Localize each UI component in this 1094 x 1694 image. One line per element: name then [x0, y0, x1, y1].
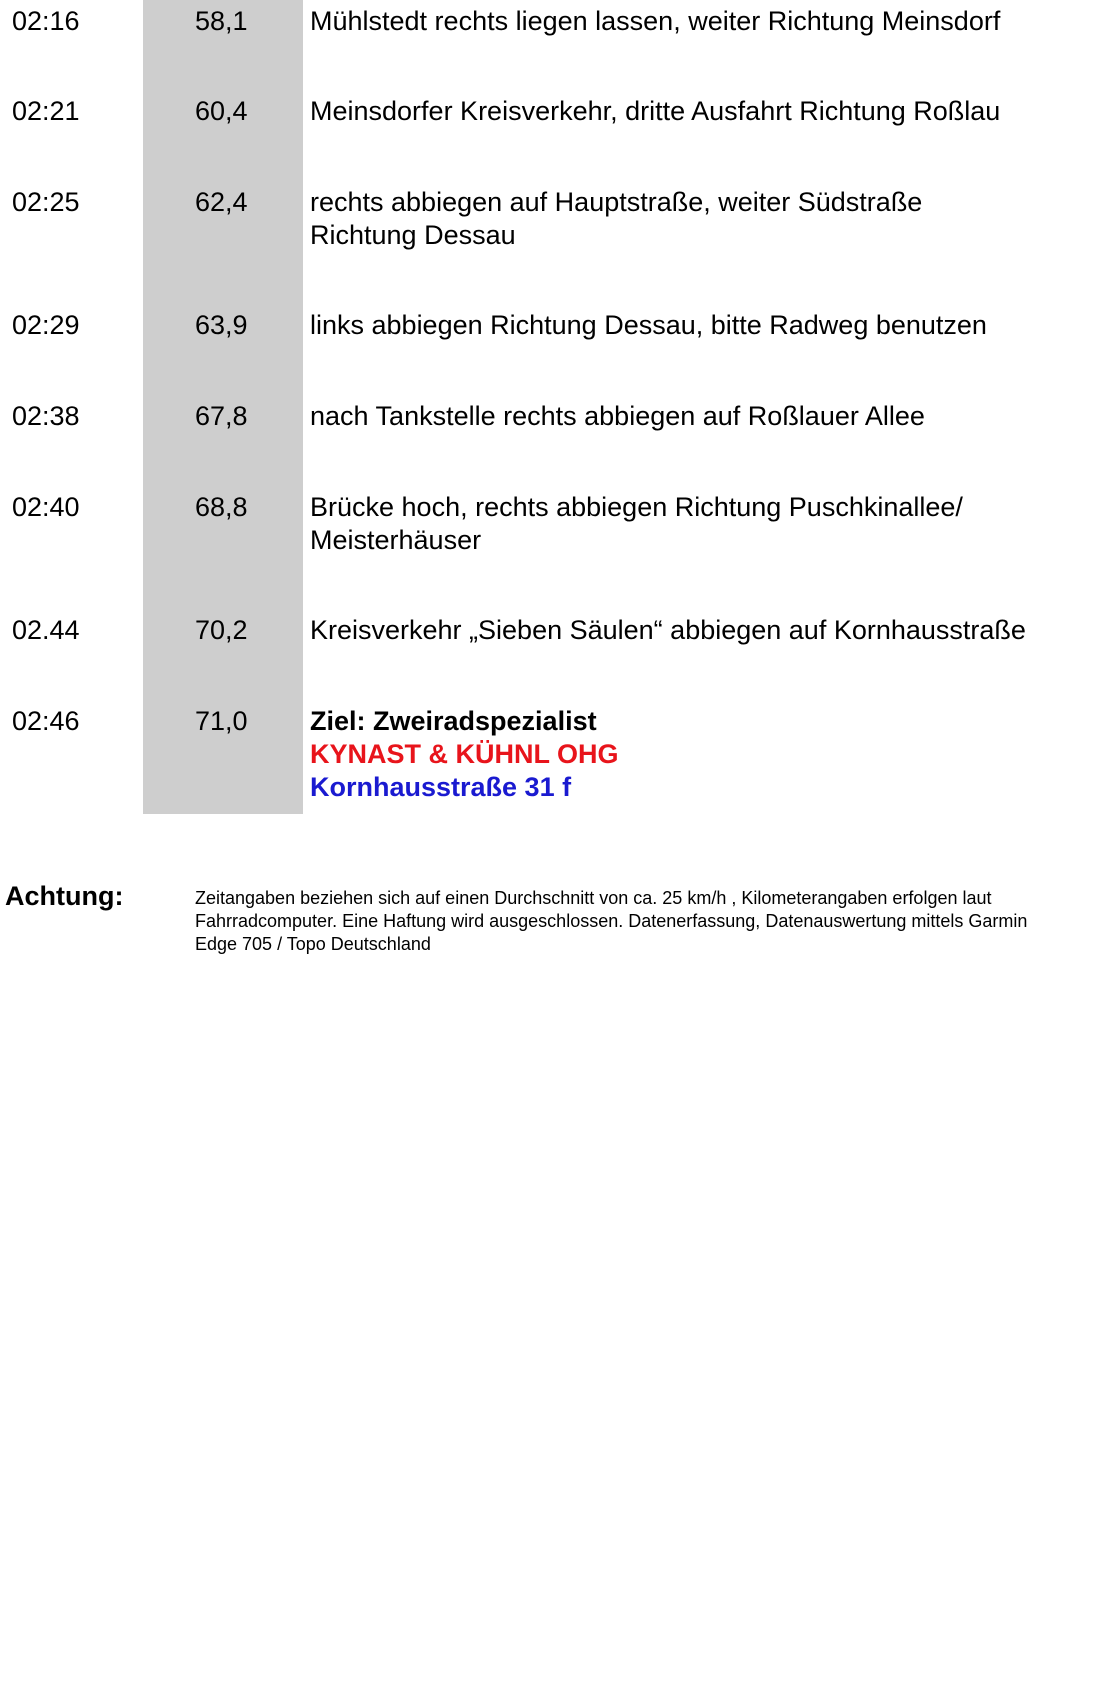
km-cell: 67,8	[195, 401, 248, 431]
km-cell: 60,4	[195, 96, 248, 126]
direction-cell	[310, 491, 1090, 557]
direction-line: rechts abbiegen auf Hauptstraße, weiter Südstraße	[310, 187, 923, 217]
time-cell: 02:16	[12, 6, 80, 36]
direction-cell	[310, 614, 1090, 647]
time-cell: 02:46	[12, 706, 80, 736]
km-cell: 62,4	[195, 187, 248, 217]
note-line: Edge 705 / Topo Deutschland	[195, 934, 431, 954]
direction-cell	[310, 5, 1090, 38]
direction-line: Kreisverkehr „Sieben Säulen“ abbiegen auf Kornhausstraße	[310, 615, 1026, 645]
direction-cell	[310, 400, 1090, 433]
direction-line: nach Tankstelle rechts abbiegen auf Roßlauer Allee	[310, 401, 925, 431]
direction-line: Richtung Dessau	[310, 220, 516, 250]
note-line: Fahrradcomputer. Eine Haftung wird ausgeschlossen. Datenerfassung, Datenauswertung mittels Garmin	[195, 911, 1028, 931]
destination-title: Ziel: Zweiradspezialist	[310, 706, 597, 736]
direction-line: links abbiegen Richtung Dessau, bitte Radweg benutzen	[310, 310, 987, 340]
time-cell: 02:25	[12, 187, 80, 217]
direction-cell	[310, 95, 1090, 128]
time-cell: 02:21	[12, 96, 80, 126]
time-cell: 02.44	[12, 615, 80, 645]
direction-line: Meisterhäuser	[310, 525, 482, 555]
destination-street: Kornhausstraße 31 f	[310, 772, 572, 802]
direction-line: Brücke hoch, rechts abbiegen Richtung Puschkinallee/	[310, 492, 963, 522]
destination-company: KYNAST & KÜHNL OHG	[310, 739, 619, 769]
note-label: Achtung:	[5, 881, 124, 911]
direction-cell	[310, 186, 1090, 252]
direction-line: Mühlstedt rechts liegen lassen, weiter Richtung Meinsdorf	[310, 6, 1001, 36]
direction-cell	[310, 309, 1090, 342]
time-cell: 02:29	[12, 310, 80, 340]
km-cell: 70,2	[195, 615, 248, 645]
km-cell: 71,0	[195, 706, 248, 736]
time-cell: 02:40	[12, 492, 80, 522]
km-cell: 68,8	[195, 492, 248, 522]
note-line: Zeitangaben beziehen sich auf einen Durchschnitt von ca. 25 km/h , Kilometerangaben erfolgen laut	[195, 888, 992, 908]
note-text	[195, 887, 1085, 956]
km-cell: 58,1	[195, 6, 248, 36]
km-cell: 63,9	[195, 310, 248, 340]
time-cell: 02:38	[12, 401, 80, 431]
direction-line: Meinsdorfer Kreisverkehr, dritte Ausfahrt Richtung Roßlau	[310, 96, 1001, 126]
destination-cell	[310, 705, 1090, 804]
